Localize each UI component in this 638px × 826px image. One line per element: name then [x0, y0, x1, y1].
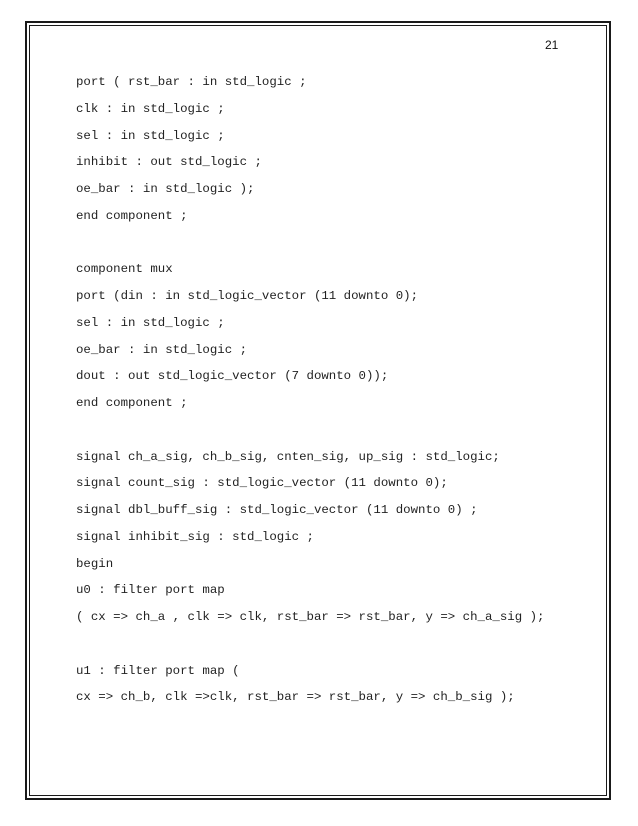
code-line: dout : out std_logic_vector (7 downto 0)); [76, 369, 389, 384]
code-line: begin [76, 556, 114, 571]
blank-line [76, 421, 544, 448]
code-line: oe_bar : in std_logic ; [76, 342, 248, 357]
code-line: clk : in std_logic ; [76, 101, 225, 116]
code-line: signal count_sig : std_logic_vector (11 downto 0); [76, 476, 448, 491]
code-line: signal ch_a_sig, ch_b_sig, cnten_sig, up_sig : std_logic; [76, 449, 500, 464]
blank-line [76, 635, 544, 662]
code-line: end component ; [76, 208, 188, 223]
code-line: sel : in std_logic ; [76, 128, 225, 143]
code-line: port ( rst_bar : in std_logic ; [76, 75, 307, 89]
code-line: oe_bar : in std_logic ); [76, 182, 255, 196]
code-line: port (din : in std_logic_vector (11 downto 0); [76, 289, 419, 303]
code-line: cx => ch_b, clk =>clk, rst_bar => rst_bar, y => ch_b_sig ); [76, 690, 515, 705]
code-line: ( cx => ch_a , clk => clk, rst_bar => rst_bar, y => ch_a_sig ); [76, 610, 545, 624]
code-line: end component ; [76, 396, 188, 410]
code-line: sel : in std_logic ; [76, 315, 225, 330]
code-line: u0 : filter port map [76, 583, 225, 598]
code-line: inhibit : out std_logic ; [76, 155, 262, 170]
code-line: u1 : filter port map ( [76, 663, 240, 678]
code-line: signal dbl_buff_sig : std_logic_vector (11 downto 0) ; [76, 503, 478, 517]
page-number: 21 [545, 38, 559, 52]
code-line: component mux [76, 262, 173, 277]
code-block [76, 73, 544, 715]
code-line: signal inhibit_sig : std_logic ; [76, 529, 314, 544]
blank-line [76, 234, 544, 261]
